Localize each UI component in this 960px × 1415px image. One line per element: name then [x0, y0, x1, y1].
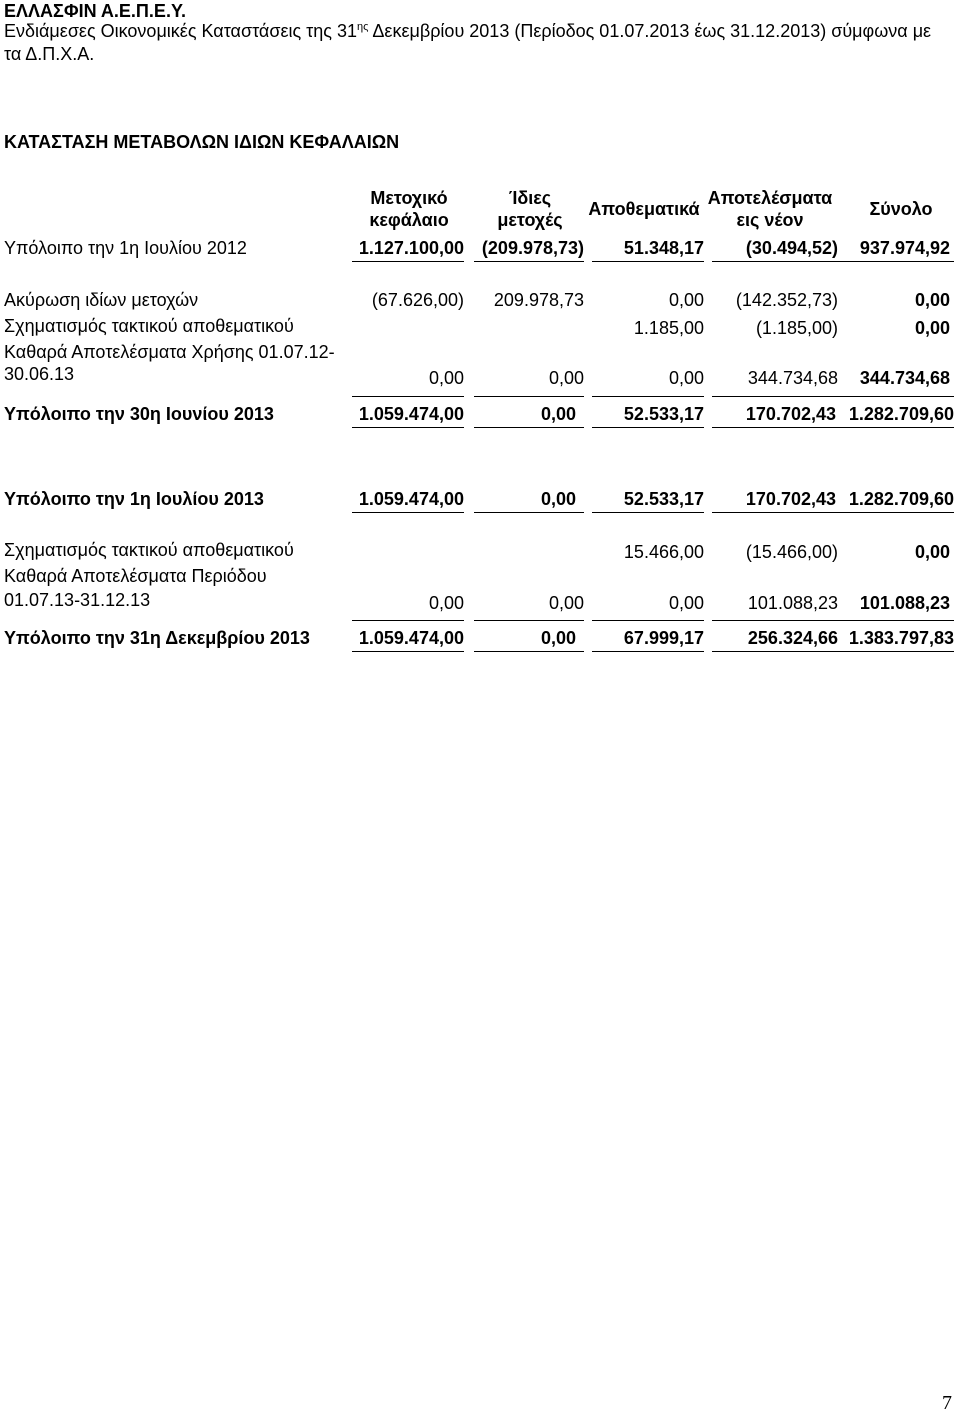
cell-retained-earnings: (142.352,73) [735, 290, 838, 310]
cell-reserves: 15.466,00 [623, 542, 704, 562]
cell-share-capital: 1.059.474,00 [358, 489, 464, 509]
cell-retained-earnings: 170.702,43 [745, 404, 836, 424]
underline-reserves [592, 261, 704, 262]
cell-total: 101.088,23 [859, 593, 950, 613]
underline-share-capital [352, 651, 464, 652]
col-header-reserves: Αποθεματικά [588, 199, 700, 219]
underline-treasury-shares [474, 651, 584, 652]
cell-share-capital: 0,00 [428, 368, 464, 388]
cell-share-capital: 1.059.474,00 [358, 404, 464, 424]
col-header-share-capital-line1: Μετοχικό [370, 188, 448, 208]
col-header-retained-line2: εις νέον [736, 210, 804, 230]
row-label-net-results-period: Καθαρά Αποτελέσματα Περιόδου [4, 566, 267, 586]
subtitle-text-before: Ενδιάμεσες Οικονομικές Καταστάσεις της 31 [4, 21, 357, 41]
underline-total [838, 261, 954, 262]
cell-treasury-shares: 0,00 [540, 489, 576, 509]
cell-reserves: 1.185,00 [633, 318, 704, 338]
cell-reserves: 0,00 [668, 593, 704, 613]
row-label-net-results-fy-line2: 30.06.13 [4, 364, 75, 384]
cell-retained-earnings: 101.088,23 [747, 593, 838, 613]
underline-reserves [592, 512, 704, 513]
cell-total: 937.974,92 [859, 238, 950, 258]
underline-total [838, 651, 954, 652]
subtitle-superscript: ης [356, 21, 369, 33]
cell-treasury-shares: 0,00 [548, 368, 584, 388]
underline-share-capital [352, 427, 464, 428]
cell-retained-earnings: 256.324,66 [747, 628, 838, 648]
row-label-treasury-cancellation: Ακύρωση ιδίων μετοχών [4, 290, 199, 310]
row-label-balance-jun-2013: Υπόλοιπο την 30η Ιουνίου 2013 [4, 404, 274, 424]
row-label-net-results-fy: Καθαρά Αποτελέσματα Χρήσης 01.07.12- [4, 342, 335, 362]
cell-reserves: 67.999,17 [623, 628, 704, 648]
underline-reserves [592, 396, 704, 397]
cell-share-capital: 1.059.474,00 [358, 628, 464, 648]
row-label-balance-jul-2013: Υπόλοιπο την 1η Ιουλίου 2013 [4, 489, 264, 509]
statement-title: ΚΑΤΑΣΤΑΣΗ ΜΕΤΑΒΟΛΩΝ ΙΔΙΩΝ ΚΕΦΑΛΑΙΩΝ [4, 132, 400, 152]
cell-retained-earnings: 344.734,68 [747, 368, 838, 388]
cell-total: 1.383.797,83 [848, 628, 954, 648]
underline-total [838, 427, 954, 428]
cell-reserves: 0,00 [668, 368, 704, 388]
cell-retained-earnings: 170.702,43 [745, 489, 836, 509]
cell-total: 1.282.709,60 [848, 489, 954, 509]
cell-total: 0,00 [914, 542, 950, 562]
row-label-balance-jul-2012: Υπόλοιπο την 1η Ιουλίου 2012 [4, 238, 247, 258]
row-label-statutory-reserve: Σχηματισμός τακτικού αποθεματικού [4, 540, 294, 560]
underline-treasury-shares [474, 261, 584, 262]
underline-retained-earnings [712, 261, 838, 262]
cell-total: 0,00 [914, 318, 950, 338]
col-header-share-capital-line2: κεφάλαιο [369, 210, 449, 230]
underline-reserves [592, 651, 704, 652]
col-header-total: Σύνολο [869, 199, 933, 219]
underline-treasury-shares [474, 512, 584, 513]
cell-treasury-shares: 0,00 [540, 404, 576, 424]
cell-treasury-shares: 0,00 [548, 593, 584, 613]
col-header-share-capital [354, 187, 464, 231]
cell-reserves: 52.533,17 [623, 489, 704, 509]
underline-share-capital [352, 261, 464, 262]
cell-reserves: 0,00 [668, 290, 704, 310]
underline-treasury-shares [474, 427, 584, 428]
underline-retained-earnings [712, 396, 838, 397]
cell-retained-earnings: (30.494,52) [745, 238, 838, 258]
cell-treasury-shares: 209.978,73 [493, 290, 584, 310]
col-header-treasury-line2: μετοχές [497, 210, 563, 230]
underline-total [838, 512, 954, 513]
col-header-treasury-line1: Ίδιες [508, 188, 552, 208]
cell-reserves: 51.348,17 [623, 238, 704, 258]
cell-reserves: 52.533,17 [623, 404, 704, 424]
cell-treasury-shares: (209.978,73) [481, 238, 584, 258]
underline-total [838, 396, 954, 397]
document-subtitle-line2: τα Δ.Π.Χ.Α. [4, 44, 95, 64]
cell-total: 344.734,68 [859, 368, 950, 388]
underline-retained-earnings [712, 620, 838, 621]
cell-share-capital: 1.127.100,00 [358, 238, 464, 258]
underline-share-capital [352, 396, 464, 397]
document-subtitle [4, 20, 931, 42]
underline-total [838, 620, 954, 621]
page-number: 7 [942, 1392, 952, 1414]
cell-total: 0,00 [914, 290, 950, 310]
underline-share-capital [352, 620, 464, 621]
col-header-retained-earnings [704, 187, 836, 231]
underline-treasury-shares [474, 620, 584, 621]
cell-share-capital: (67.626,00) [371, 290, 464, 310]
row-label-net-results-period-line2: 01.07.13-31.12.13 [4, 590, 151, 610]
row-label-statutory-reserve: Σχηματισμός τακτικού αποθεματικού [4, 316, 294, 336]
underline-retained-earnings [712, 512, 838, 513]
col-header-treasury-shares [480, 187, 580, 231]
underline-treasury-shares [474, 396, 584, 397]
cell-total: 1.282.709,60 [848, 404, 954, 424]
underline-retained-earnings [712, 651, 838, 652]
company-name: ΕΛΛΑΣΦΙΝ Α.Ε.Π.Ε.Υ. [4, 1, 186, 21]
cell-retained-earnings: (1.185,00) [755, 318, 838, 338]
underline-retained-earnings [712, 427, 838, 428]
cell-treasury-shares: 0,00 [540, 628, 576, 648]
underline-share-capital [352, 512, 464, 513]
underline-reserves [592, 427, 704, 428]
subtitle-text-after: Δεκεμβρίου 2013 (Περίοδος 01.07.2013 έως 31.12.2013) σύμφωνα με [368, 21, 932, 41]
cell-share-capital: 0,00 [428, 593, 464, 613]
col-header-retained-line1: Αποτελέσματα [707, 188, 833, 208]
row-label-balance-dec-2013: Υπόλοιπο την 31η Δεκεμβρίου 2013 [4, 628, 310, 648]
underline-reserves [592, 620, 704, 621]
cell-retained-earnings: (15.466,00) [745, 542, 838, 562]
